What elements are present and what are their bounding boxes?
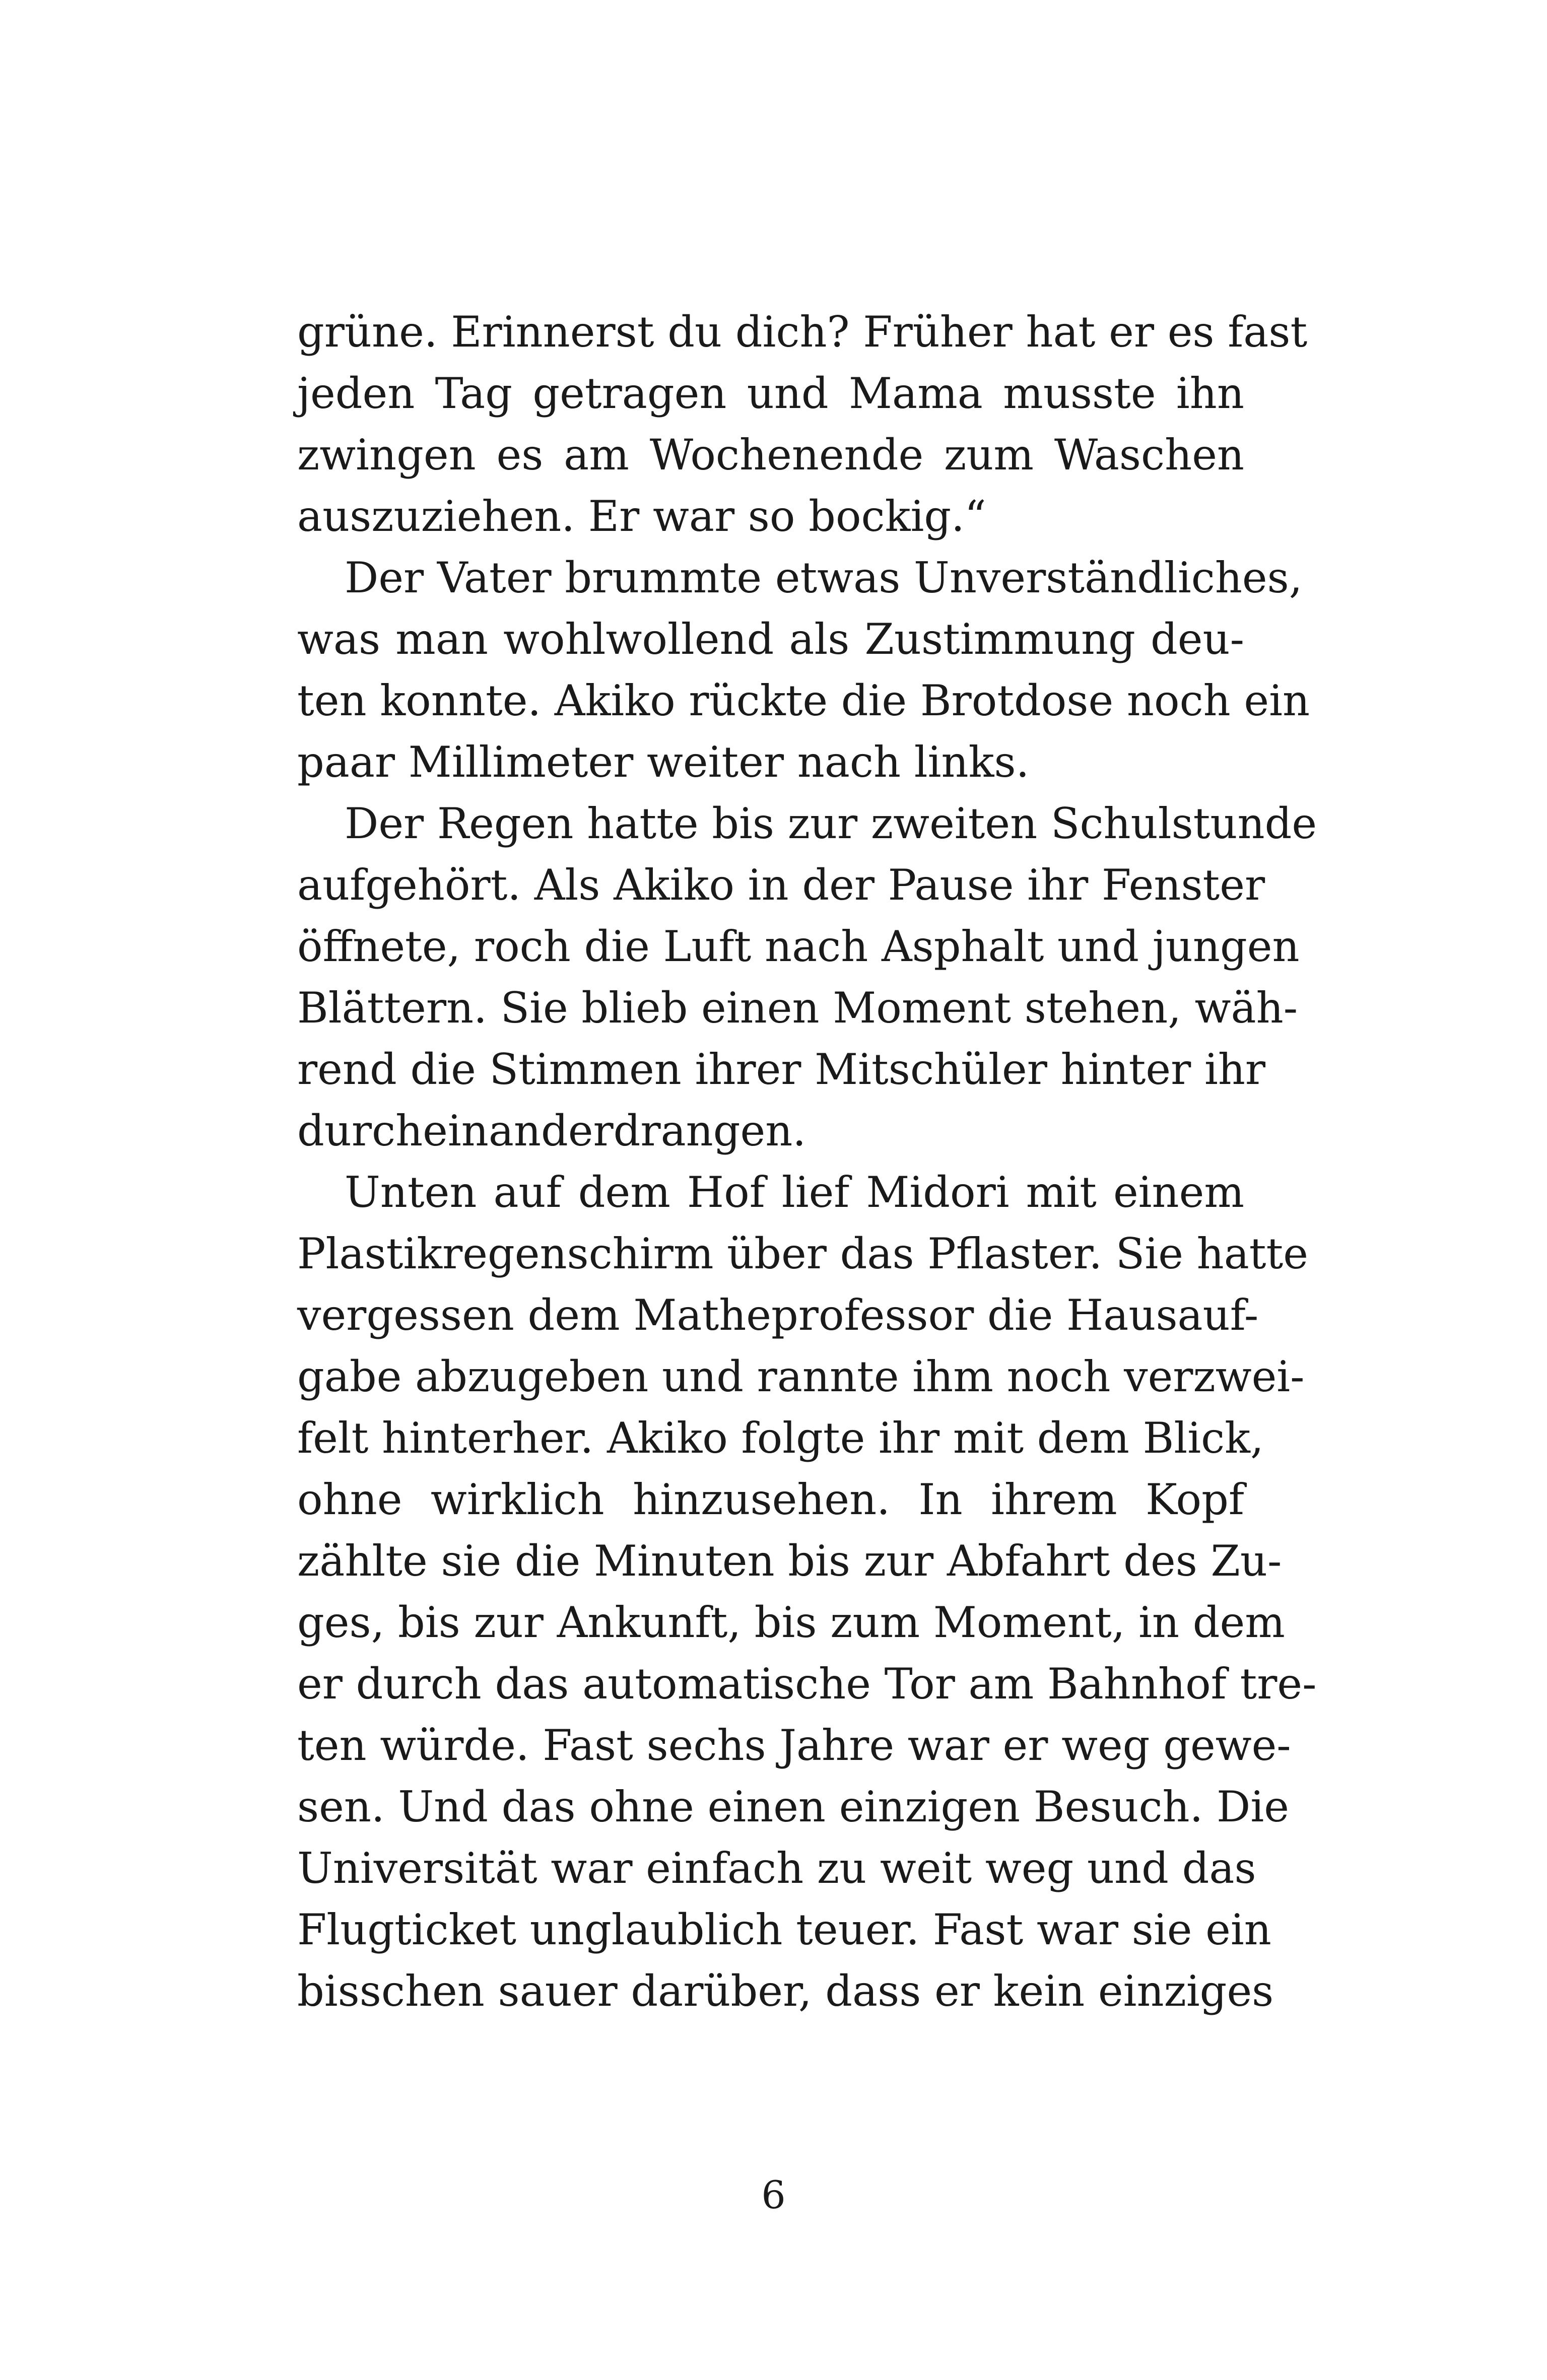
text-line: durcheinanderdrangen. xyxy=(297,1106,806,1155)
page-number: 6 xyxy=(761,2172,786,2217)
text-line: vergessen dem Matheprofessor die Hausauf- xyxy=(297,1290,1259,1340)
text-line: ges, bis zur Ankunft, bis zum Moment, in dem xyxy=(297,1598,1285,1647)
text-line: gabe abzugeben und rannte ihm noch verzwei- xyxy=(297,1352,1305,1401)
text-line: aufgehört. Als Akiko in der Pause ihr Fenster xyxy=(297,860,1265,910)
text-line: ten würde. Fast sechs Jahre war er weg gewe- xyxy=(297,1721,1291,1770)
text-line: jeden Tag getragen und Mama musste ihn xyxy=(297,369,1244,418)
text-line: Blättern. Sie blieb einen Moment stehen, wäh- xyxy=(297,983,1298,1033)
body-text xyxy=(297,301,1317,2022)
text-line: zwingen es am Wochenende zum Waschen xyxy=(297,430,1244,480)
text-line: Der Vater brummte etwas Unverständliches, xyxy=(345,553,1303,602)
text-line: Universität war einfach zu weit weg und das xyxy=(297,1844,1256,1893)
text-line: ten konnte. Akiko rückte die Brotdose noch ein xyxy=(297,676,1310,725)
text-line: sen. Und das ohne einen einzigen Besuch. Die xyxy=(297,1782,1289,1831)
text-line: bisschen sauer darüber, dass er kein einziges xyxy=(297,1966,1274,2016)
text-line: ohne wirklich hinzusehen. In ihrem Kopf xyxy=(297,1475,1244,1524)
text-line: Der Regen hatte bis zur zweiten Schulstunde xyxy=(345,799,1317,848)
text-line: felt hinterher. Akiko folgte ihr mit dem Blick, xyxy=(297,1413,1264,1463)
text-line: Flugticket unglaublich teuer. Fast war sie ein xyxy=(297,1905,1271,1954)
text-line: er durch das automatische Tor am Bahnhof tre- xyxy=(297,1659,1317,1709)
text-line: öffnete, roch die Luft nach Asphalt und jungen xyxy=(297,922,1300,971)
text-line: Unten auf dem Hof lief Midori mit einem xyxy=(345,1168,1244,1217)
text-line: was man wohlwollend als Zustimmung deu- xyxy=(297,615,1244,664)
text-line: grüne. Erinnerst du dich? Früher hat er es fast xyxy=(297,307,1308,357)
text-line: auszuziehen. Er war so bockig.“ xyxy=(297,492,986,541)
text-line: paar Millimeter weiter nach links. xyxy=(297,737,1030,787)
text-line: zählte sie die Minuten bis zur Abfahrt des Zu- xyxy=(297,1536,1282,1586)
text-line: Plastikregenschirm über das Pflaster. Sie hatte xyxy=(297,1229,1309,1278)
text-line: rend die Stimmen ihrer Mitschüler hinter ihr xyxy=(297,1045,1266,1094)
